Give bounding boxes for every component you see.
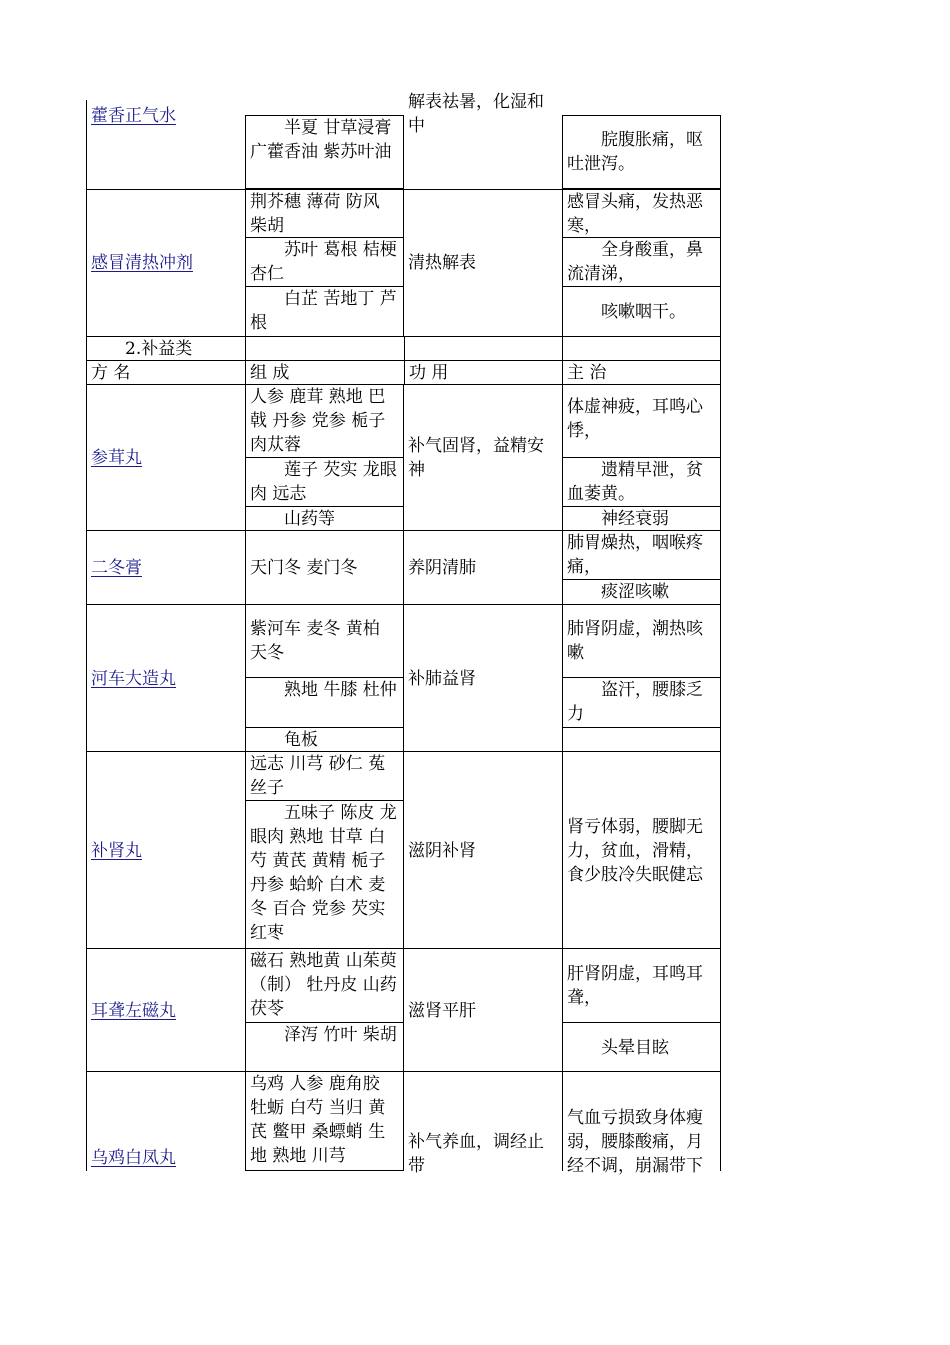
- treatment-cell: 痰涩咳嗽: [562, 579, 721, 605]
- treatment-cell: 遗精早泄，贫血萎黄。: [562, 457, 721, 507]
- formula-name-huoxiang[interactable]: 藿香正气水: [86, 100, 246, 189]
- composition-cell: 半夏 甘草浸膏 广藿香油 紫苏叶油: [245, 115, 404, 189]
- empty-cell: [245, 336, 404, 361]
- treatment-cell: 肾亏体弱，腰脚无力，贫血，滑精，食少肢冷失眠健忘: [562, 751, 721, 949]
- empty-cell: [562, 727, 721, 752]
- treatment-cell: 全身酸重，鼻流清涕，: [562, 237, 721, 287]
- function-cell: 清热解表: [404, 189, 563, 336]
- composition-cell: 人参 鹿茸 熟地 巴戟 丹参 党参 栀子 肉苁蓉: [245, 384, 404, 458]
- composition-cell: 山药等: [245, 506, 404, 531]
- function-cell: 滋阴补肾: [404, 751, 563, 949]
- empty-cell: [562, 336, 721, 361]
- treatment-cell: 肺胃燥热，咽喉疼痛，: [562, 530, 721, 580]
- formula-name-shenrong[interactable]: 参茸丸: [86, 384, 246, 531]
- section-title: 2.补益类: [86, 336, 246, 361]
- column-header-composition: 组 成: [245, 360, 404, 385]
- formula-name-heche[interactable]: 河车大造丸: [86, 604, 246, 752]
- treatment-cell: 头晕目眩: [562, 1022, 721, 1072]
- treatment-cell: 脘腹胀痛，呕吐泄泻。: [562, 115, 721, 189]
- treatment-cell: 咳嗽咽干。: [562, 286, 721, 336]
- treatment-cell: 盗汗，腰膝乏力: [562, 677, 721, 728]
- treatment-cell: 肝肾阴虚，耳鸣耳聋，: [562, 948, 721, 1023]
- formula-name-bushen[interactable]: 补肾丸: [86, 751, 246, 949]
- function-cell: 补气固肾，益精安神: [404, 384, 563, 531]
- composition-cell: 紫河车 麦冬 黄柏 天冬: [245, 604, 404, 678]
- empty-cell: [404, 336, 563, 361]
- composition-cell: 熟地 牛膝 杜仲: [245, 677, 404, 728]
- composition-cell: 乌鸡 人参 鹿角胶 牡蛎 白芍 当归 黄芪 鳖甲 桑螵蛸 生地 熟地 川芎: [245, 1071, 404, 1171]
- treatment-cell: 肺肾阴虚，潮热咳嗽: [562, 604, 721, 678]
- composition-cell: 五味子 陈皮 龙眼肉 熟地 甘草 白芍 黄芪 黄精 栀子 丹参 蛤蚧 白术 麦冬 百合 党参 芡实 红枣: [245, 800, 404, 949]
- function-cell: 补肺益肾: [404, 604, 563, 752]
- treatment-cell: 感冒头痛，发热恶寒，: [562, 189, 721, 238]
- formula-name-erlong[interactable]: 耳聋左磁丸: [86, 948, 246, 1072]
- treatment-cell: 气血亏损致身体瘦弱，腰膝酸痛，月经不调，崩漏带下: [562, 1071, 721, 1171]
- treatment-cell: 体虚神疲，耳鸣心悸，: [562, 384, 721, 458]
- formula-name-ganmao[interactable]: 感冒清热冲剂: [86, 189, 246, 336]
- composition-cell: 天门冬 麦门冬: [245, 530, 404, 605]
- composition-cell: 远志 川芎 砂仁 菟丝子: [245, 751, 404, 801]
- composition-cell: 莲子 芡实 龙眼肉 远志: [245, 457, 404, 507]
- composition-cell: 荆芥穗 薄荷 防风 柴胡: [245, 189, 404, 238]
- composition-cell: 磁石 熟地黄 山茱萸（制） 牡丹皮 山药 茯苓: [245, 948, 404, 1023]
- composition-cell: 泽泻 竹叶 柴胡: [245, 1022, 404, 1072]
- treatment-cell: 神经衰弱: [562, 506, 721, 531]
- function-cell: 补气养血，调经止带: [404, 1071, 563, 1181]
- function-cell: 滋肾平肝: [404, 948, 563, 1072]
- formula-name-erdong[interactable]: 二冬膏: [86, 530, 246, 605]
- composition-cell: 龟板: [245, 727, 404, 752]
- composition-cell: 苏叶 葛根 桔梗 杏仁: [245, 237, 404, 287]
- column-header-treatment: 主 治: [562, 360, 721, 385]
- function-cell: 解表祛暑，化湿和中: [408, 92, 544, 136]
- function-cell: 养阴清肺: [404, 530, 563, 605]
- formula-name-wuji[interactable]: 乌鸡白凤丸: [86, 1071, 246, 1171]
- column-header-function: 功 用: [404, 360, 563, 385]
- column-header-name: 方 名: [86, 360, 246, 385]
- composition-cell: 白芷 苦地丁 芦根: [245, 286, 404, 336]
